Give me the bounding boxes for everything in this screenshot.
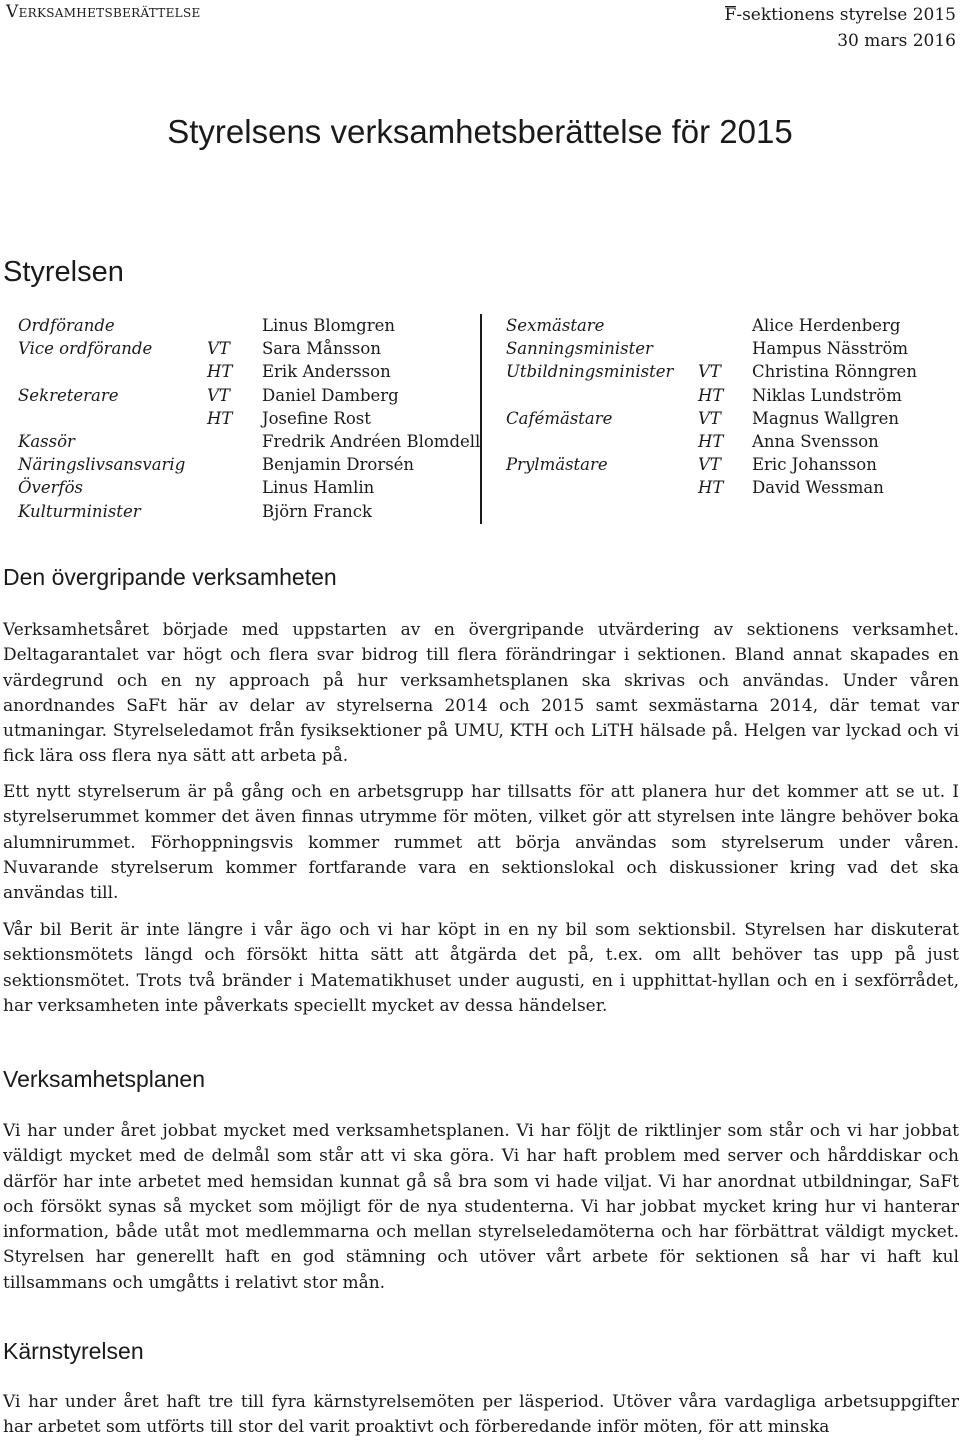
board-term: VT	[698, 408, 721, 428]
board-member-name: Niklas Lundström	[752, 385, 902, 405]
paragraph-overgripande-2: Ett nytt styrelserum är på gång och en arbetsgrupp har tillsatts för att planera hur det kommer att se ut. I styrelserummet kommer det även finnas utrymme för möten, vilket gör att styrelsen inte längre behöver boka alumnirummet. Förhoppningsvis kommer rummet att börja användas som styrelserum under våren. Nuvarande styrelserum kommer fortfarande vara en sektionslokal och diskussioner kring vad det ska användas till.	[3, 782, 959, 904]
paragraph-overgripande-3: Vår bil Berit är inte längre i vår ägo och vi har köpt in en ny bil som sektionsbil. Styrelsen har diskuterat sektionsmötets längd och försökt hitta sätt att åtgärda det på, t.ex. om allt behöver tas upp på just sektionsmötet. Trots två bränder i Matematikhuset under augusti, en i upphittat-hyllan och en i sexförrådet, har verksamheten inte påverkats speciellt mycket av dessa händelser.	[3, 920, 959, 1016]
board-member-name: David Wessman	[752, 478, 884, 498]
board-term: HT	[207, 362, 233, 382]
board-term: VT	[698, 455, 721, 475]
board-role: Ordförande	[18, 316, 115, 335]
paragraph-verksamhetsplanen: Vi har under året jobbat mycket med verksamhetsplanen. Vi har följt de riktlinjer som står och vi har jobbat väldigt mycket med de delmål som står att vi ska göra. Vi har haft problem med server och hårddiskar och därför har inte arbetet med hemsidan kunnat gå så bra som vi hade viljat. Vi har anordnat utbildningar, SaFt och försökt synas så mycket som möjligt för de nya studenterna. Vi har jobbat mycket kring hur vi hanterar information, både utåt mot medlemmarna och mellan styrelseledamöterna och har förbättrat väldigt mycket. Styrelsen har generellt haft en god stämning och utöver vårt arbete för sektionen så har vi haft kul tillsammans och umgåtts i relativt stor mån.	[3, 1121, 959, 1293]
document-title: Styrelsens verksamhetsberättelse för 2015	[167, 113, 793, 150]
header-section-suffix: -sektionens styrelse 2015	[736, 5, 956, 25]
board-member-name: Alice Herdenberg	[752, 316, 901, 335]
board-member-name: Linus Hamlin	[262, 478, 375, 498]
board-role: Kassör	[18, 432, 75, 451]
running-header-title: Verksamhetsberättelse	[6, 2, 201, 22]
board-term: VT	[207, 339, 230, 359]
section-heading-styrelsen: Styrelsen	[3, 256, 124, 288]
board-role: Utbildningsminister	[506, 362, 674, 382]
running-header-right	[725, 2, 956, 54]
header-section-name	[725, 2, 956, 28]
board-role: Sekreterare	[18, 385, 119, 405]
board-term: VT	[698, 362, 721, 382]
board-role: Sanningsminister	[506, 339, 653, 359]
paragraph-karnstyrelsen: Vi har under året haft tre till fyra kärnstyrelsemöten per läsperiod. Utöver våra vardagliga arbetsuppgifter har arbetet som utförts till stor del varit proaktivt och förberedande inför möten, för att minska	[3, 1392, 959, 1438]
board-member-name: Björn Franck	[262, 501, 372, 521]
board-member-name: Daniel Damberg	[262, 385, 399, 405]
section-f-logo: F	[725, 2, 737, 28]
board-role: Prylmästare	[506, 455, 608, 475]
section-heading-karnstyrelsen: Kärnstyrelsen	[3, 1338, 144, 1364]
header-date: 30 mars 2016	[837, 31, 956, 51]
board-term: HT	[698, 478, 724, 498]
board-member-name: Sara Månsson	[262, 339, 381, 359]
board-term: VT	[207, 385, 230, 405]
board-term: HT	[698, 432, 724, 451]
board-role: Vice ordförande	[18, 339, 153, 359]
board-member-name: Josefine Rost	[262, 408, 371, 428]
board-term: HT	[207, 408, 233, 428]
board-member-name: Anna Svensson	[752, 432, 879, 451]
board-role: Cafémästare	[506, 408, 613, 428]
column-divider	[480, 314, 482, 524]
board-role: Överfös	[18, 478, 84, 498]
board-role: Sexmästare	[506, 316, 605, 335]
board-member-name: Fredrik Andréen Blomdell	[262, 432, 481, 451]
board-member-name: Christina Rönngren	[752, 362, 917, 382]
paragraph-overgripande-1: Verksamhetsåret började med uppstarten av en övergripande utvärdering av sektionens verksamhet. Deltagarantalet var högt och flera svar bidrog till flera förändringar i sektionen. Bland annat skapades en värdegrund och en ny approach på hur verksamhetsplanen ska skrivas och användas. Under våren anordnandes SaFt här av delar av styrelserna 2014 och 2015 samt sexmästarna 2014, där temat var utmaningar. Styrelseledamot från fysiksektioner på UMU, KTH och LiTH hälsade på. Helgen var lyckad och vi fick lära oss flera nya sätt att arbeta på.	[3, 620, 959, 767]
section-heading-overgripande: Den övergripande verksamheten	[3, 564, 337, 590]
board-role: Kulturminister	[18, 501, 141, 521]
board-member-name: Linus Blomgren	[262, 316, 396, 335]
section-heading-verksamhetsplanen: Verksamhetsplanen	[3, 1066, 206, 1092]
board-role: Näringslivsansvarig	[18, 455, 186, 475]
board-member-name: Benjamin Drorsén	[262, 455, 415, 475]
board-term: HT	[698, 385, 724, 405]
board-member-name: Erik Andersson	[262, 362, 391, 382]
board-member-name: Eric Johansson	[752, 455, 877, 475]
board-members-table	[0, 314, 960, 529]
board-member-name: Hampus Näsström	[752, 339, 909, 359]
board-member-name: Magnus Wallgren	[752, 408, 900, 428]
